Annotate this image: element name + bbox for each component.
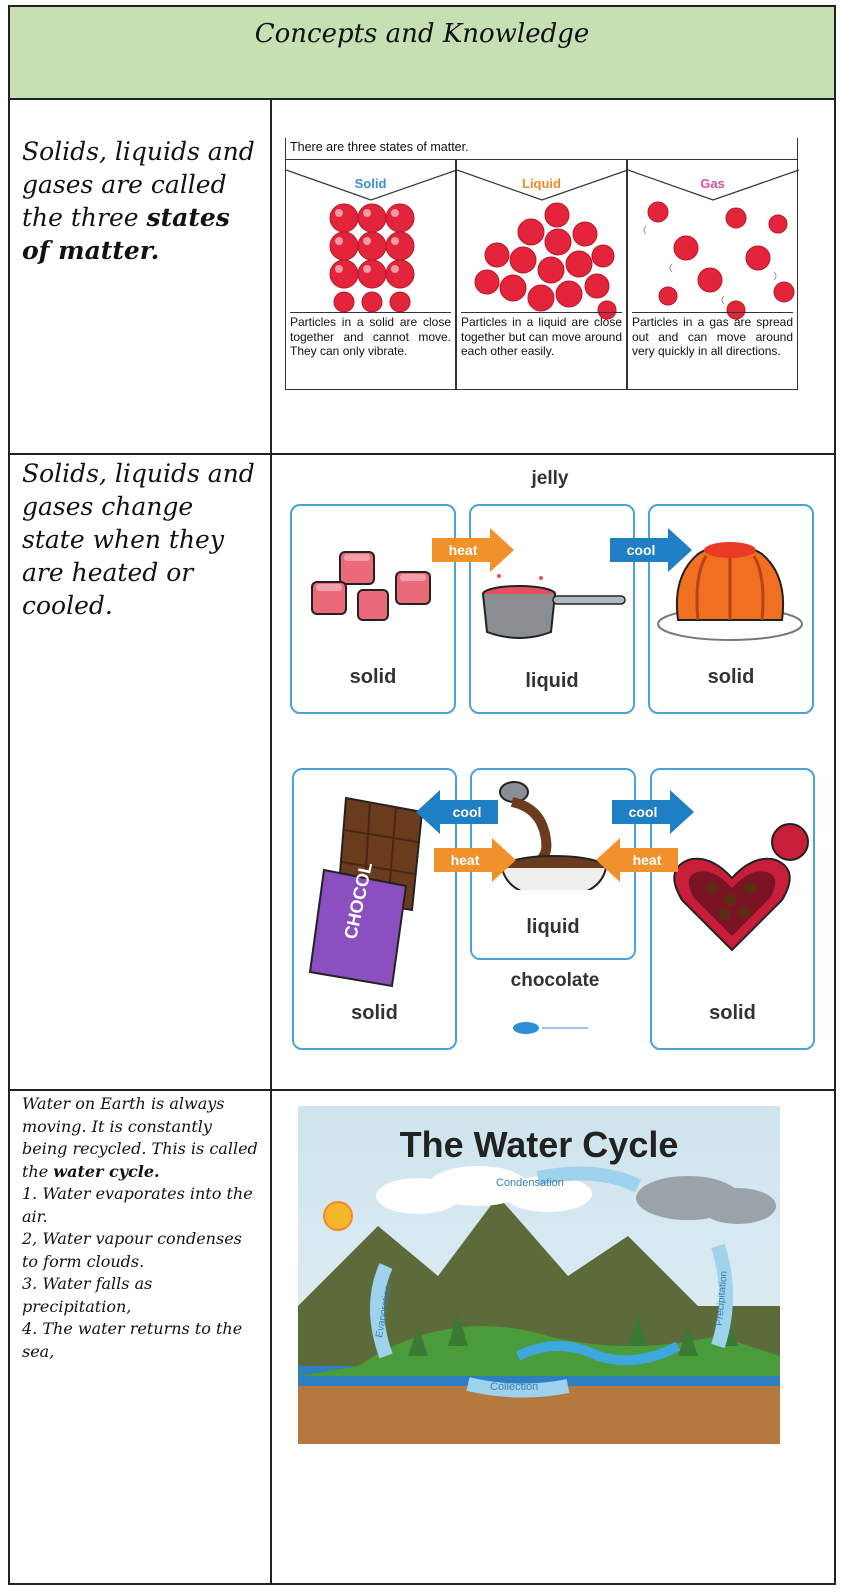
liquid-heading: Liquid [522,176,561,191]
row-3-bold: water cycle. [53,1161,160,1181]
table-header [10,7,834,100]
chocolate-title: chocolate [510,970,600,991]
chocolate-heat-left-label: heat [450,852,480,868]
solid-column [285,160,456,390]
jelly-card-2-label: liquid [525,670,579,692]
gas-heading: Gas [700,176,725,191]
gas-column [627,160,798,390]
chocolate-card-2-label: liquid [526,916,580,938]
jelly-card-3-label: solid [707,666,755,688]
chocolate-heat-arrow-left [434,838,516,882]
jelly-card-1-label: solid [349,666,397,688]
water-cycle-title: The Water Cycle [399,1124,679,1165]
jelly-cubes-image [292,516,454,646]
gas-description: Particles in a gas are spread out and can move around very quickly in all directions. [632,312,793,359]
label-precipitation: Precipitation [714,1270,730,1327]
chocolate-card-1-label: solid [351,1002,398,1024]
jelly-cool-arrow-label: cool [626,542,656,558]
states-of-matter-figure [285,138,800,391]
row-3-intro: Water on Earth is always moving. It is constantly being recycled. This is called the [22,1094,258,1181]
svg-text:CHOCOL: CHOCOL [340,860,377,941]
row-3-text [22,1093,258,1363]
label-collection: Collection [490,1381,539,1393]
twinkl-logo [512,1020,592,1036]
jelly-cool-arrow [610,528,692,572]
step-4: 4. The water returns to the sea, [22,1319,243,1361]
row-2-text: Solids, liquids and gases change state when they are heated or cooled. [22,459,255,620]
jelly-heat-arrow [432,528,514,572]
label-condensation: Condensation [496,1177,564,1189]
header-title: Concepts and Knowledge [254,19,590,49]
chocolate-heat-right-label: heat [632,852,662,868]
liquid-column [456,160,627,390]
jelly-title: jelly [531,468,569,489]
chocolate-cool-arrow-left [416,790,498,834]
label-evaporation: Evaporation [374,1284,395,1339]
solid-description: Particles in a solid are close together and cannot move. They can only vibrate. [290,312,451,359]
column-divider [270,100,272,1583]
states-caption: There are three states of matter. [285,138,798,160]
chocolate-cool-right-label: cool [628,804,658,820]
row-divider-1 [10,453,834,455]
chocolate-cool-arrow-right [612,790,694,834]
jelly-heat-arrow-label: heat [448,542,478,558]
row-1-text-plain: Solids, liquids and gases are called the three [22,137,255,232]
row-1-text [22,135,262,267]
chocolate-cool-left-label: cool [452,804,482,820]
row-1-text-bold: states of matter. [22,203,230,265]
water-cycle-image [298,1106,780,1444]
step-1: 1. Water evaporates into the air. [22,1184,253,1226]
chocolate-card-3-label: solid [709,1002,756,1024]
chocolate-heat-arrow-right [596,838,678,882]
row-divider-2 [10,1089,834,1091]
solid-heading: Solid [354,176,387,191]
step-2: 2, Water vapour condenses to form clouds. [22,1229,242,1271]
liquid-description: Particles in a liquid are close together but can move around each other easily. [461,312,622,359]
step-3: 3. Water falls as precipitation, [22,1274,153,1316]
